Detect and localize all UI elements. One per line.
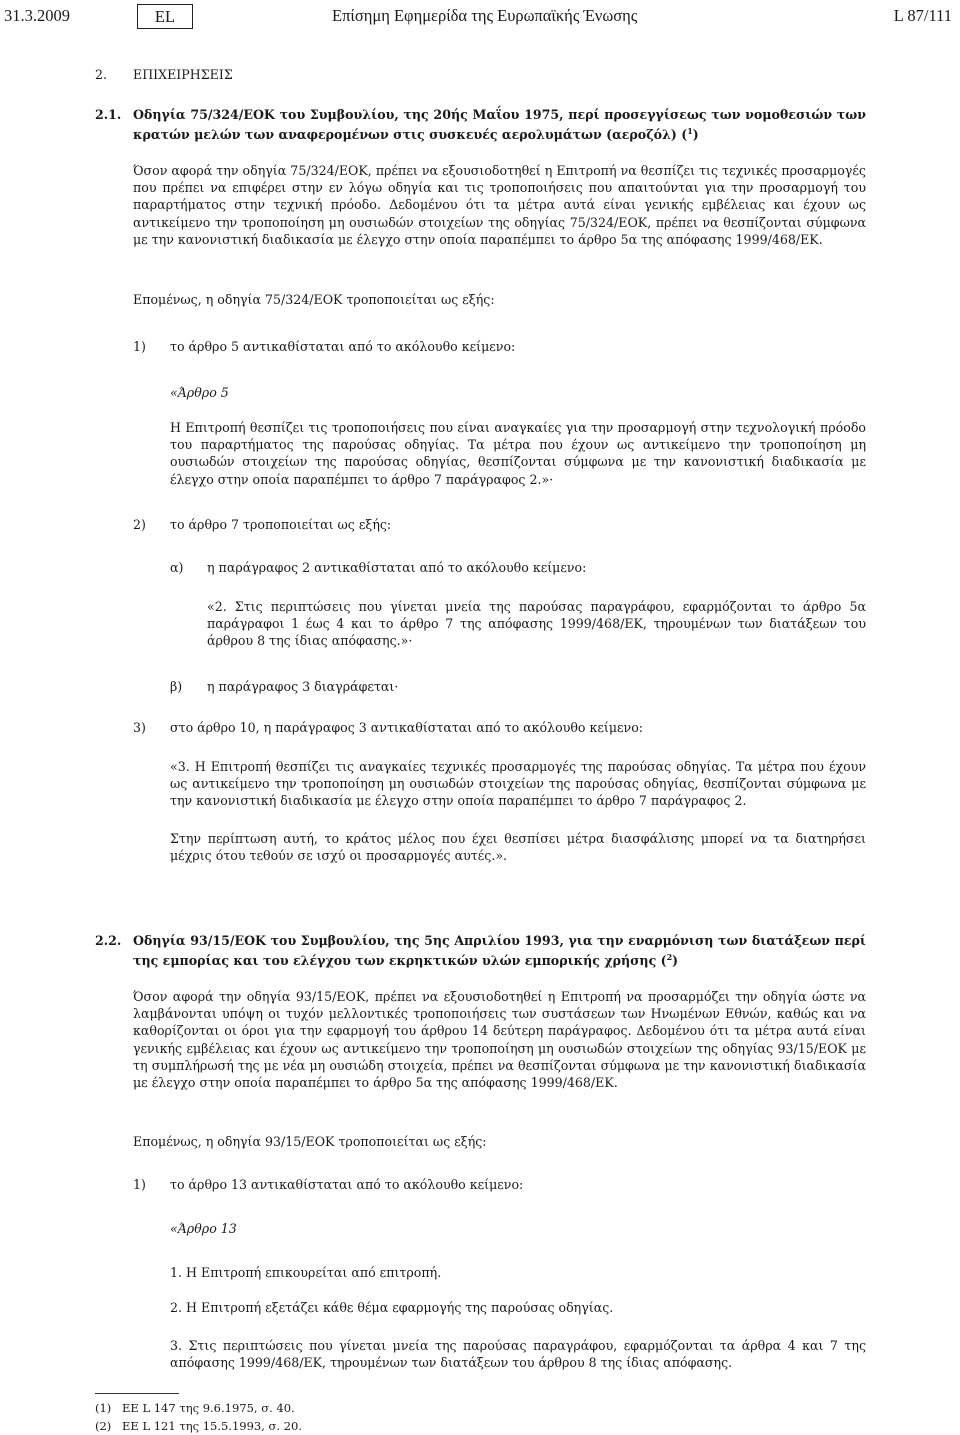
article-title: «Άρθρο 5 (170, 385, 229, 400)
journal-title: Επίσημη Εφημερίδα της Ευρωπαϊκής Ένωσης (332, 6, 638, 25)
paragraph: Επομένως, η οδηγία 75/324/ΕΟΚ τροποποιείται ως εξής: (133, 292, 495, 307)
article-paragraph: 2. Η Επιτροπή εξετάζει κάθε θέμα εφαρμογής της παρούσας οδηγίας. (170, 1300, 614, 1315)
footnote-divider (95, 1393, 179, 1394)
quoted-paragraph: «3. Η Επιτροπή θεσπίζει τις αναγκαίες τεχνικές προσαρμογές της παρούσας οδηγίας. Τα μέτρα που έχουν ως αντικείμενο την τροποποίηση μη ουσιωδών στοιχείων της παρούσας οδηγίας, θεσπίζονται σύμφωνα με την κανονιστική διαδικασία με έλεγχο στην οποία παραπέμπει το άρθρο 7 παράγραφος 2. (170, 759, 866, 809)
item-number: 1) (133, 339, 146, 354)
paragraph: Όσον αφορά την οδηγία 75/324/ΕΟΚ, πρέπει να εξουσιοδοτηθεί η Επιτροπή να θεσπίζει τις τεχνικές προσαρμογές που πρέπει να επιφέρει στην εν λόγω οδηγία και τις τροποποιήσεις που απαιτούνται για την προσαρμογή του παραρτήματος στην τεχνική πρόοδο. Δεδομένου ότι τα μέτρα αυτά είναι γενικής εμβέλειας και έχουν ως αντικείμενο την τροποποίηση μη ουσιωδών στοιχείων της οδηγίας 75/324/ΕΟΚ, πρέπει να θεσπίζονται σύμφωνα με την κανονιστική διαδικασία με έλεγχο στην οποία παραπέμπει το άρθρο 5α της απόφασης 1999/468/ΕΚ. (133, 163, 866, 247)
paragraph: Επομένως, η οδηγία 93/15/ΕΟΚ τροποποιείται ως εξής: (133, 1134, 487, 1149)
footnote-ref: 1 (687, 126, 693, 137)
subitem-letter: β) (170, 679, 183, 694)
article-paragraph: 1. Η Επιτροπή επικουρείται από επιτροπή. (170, 1265, 442, 1280)
article-paragraph: 3. Στις περιπτώσεις που γίνεται μνεία της παρούσας παραγράφου, εφαρμόζονται τα άρθρα 4 και 7 της απόφασης 1999/468/ΕΚ, τηρουμένων των διατάξεων του άρθρου 8 της ίδιας απόφασης. (170, 1338, 866, 1371)
item-number: 1) (133, 1177, 146, 1192)
quoted-article: Η Επιτροπή θεσπίζει τις τροποποιήσεις που είναι αναγκαίες για την προσαρμογή στην τεχνολογική πρόοδο του παραρτήματος της παρούσας οδηγίας. Τα μέτρα που έχουν ως αντικείμενο την τροποποίηση μη ουσιωδών στοιχείων της παρούσας οδηγίας, θεσπίζονται σύμφωνα με την κανονιστική διαδικασία με έλεγχο στην οποία παραπέμπει το άρθρο 7 παράγραφος 2.»· (170, 420, 866, 487)
item-text: το άρθρο 7 τροποποιείται ως εξής: (170, 517, 392, 532)
subsection-heading: Οδηγία 75/324/ΕΟΚ του Συμβουλίου, της 20ής Μαΐου 1975, περί προσεγγίσεως των νομοθεσιών των κρατών μελών των αναφερομένων στις συσκευές αερολυμάτων (αεροζόλ) ($^1$) (133, 107, 866, 143)
subsection-number: 2.2. (95, 933, 122, 948)
language-box: EL (137, 4, 193, 29)
publication-date: 31.3.2009 (4, 6, 70, 25)
item-text: στο άρθρο 10, η παράγραφος 3 αντικαθίσταται από το ακόλουθο κείμενο: (170, 720, 644, 735)
subsection-number: 2.1. (95, 107, 122, 122)
footnote-mark: (2) (95, 1419, 112, 1433)
quoted-paragraph: Στην περίπτωση αυτή, το κράτος μέλος που έχει θεσπίσει μέτρα διασφάλισης μπορεί να τα διατηρήσει μέχρις ότου τεθούν σε ισχύ οι προσαρμογές αυτές.». (170, 831, 866, 864)
footnote-text: ΕΕ L 121 της 15.5.1993, σ. 20. (122, 1419, 302, 1433)
subsection-heading: Οδηγία 93/15/ΕΟΚ του Συμβουλίου, της 5ης Απριλίου 1993, για την εναρμόνιση των διατάξεων περί της εμπορίας και του ελέγχου των εκρηκτικών υλών εμπορικής χρήσης ($^2$) (133, 933, 866, 969)
subitem-text: η παράγραφος 2 αντικαθίσταται από το ακόλουθο κείμενο: (207, 560, 587, 575)
paragraph: Όσον αφορά την οδηγία 93/15/ΕΟΚ, πρέπει να εξουσιοδοτηθεί η Επιτροπή να προσαρμόζει την οδηγία ώστε να λαμβάνονται υπόψη οι τυχόν μελλοντικές τροποποιήσεις των συστάσεων των Ηνωμένων Εθνών, καθώς και να καθορίζονται οι όροι για την εφαρμογή του άρθρου 14 δεύτερη παράγραφος. Δεδομένου ότι τα μέτρα αυτά είναι γενικής εμβέλειας και έχουν ως αντικείμενο την τροποποίηση μη ουσιωδών στοιχείων της οδηγίας 93/15/ΕΟΚ με τη συμπλήρωσή της με νέα μη ουσιώδη στοιχεία, πρέπει να θεσπίζονται σύμφωνα με την κανονιστική διαδικασία με έλεγχο στην οποία παραπέμπει το άρθρο 5α της απόφασης 1999/468/ΕΚ. (133, 989, 866, 1091)
footnote-mark: (1) (95, 1401, 112, 1415)
footnote-text: ΕΕ L 147 της 9.6.1975, σ. 40. (122, 1401, 295, 1415)
item-number: 3) (133, 720, 146, 735)
subitem-text: η παράγραφος 3 διαγράφεται· (207, 679, 399, 694)
footnote-ref: 2 (666, 952, 673, 963)
section-number: 2. (95, 67, 108, 82)
subitem-letter: α) (170, 560, 184, 575)
item-text: το άρθρο 13 αντικαθίσταται από το ακόλουθο κείμενο: (170, 1177, 524, 1192)
section-title: ΕΠΙΧΕΙΡΗΣΕΙΣ (133, 67, 233, 82)
item-number: 2) (133, 517, 146, 532)
quoted-paragraph: «2. Στις περιπτώσεις που γίνεται μνεία της παρούσας παραγράφου, εφαρμόζονται το άρθρο 5α παράγραφοι 1 έως 4 και το άρθρο 7 της απόφασης 1999/468/ΕΚ, τηρουμένων των διατάξεων του άρθρου 8 της ίδιας απόφασης.»· (207, 599, 866, 649)
page-reference: L 87/111 (893, 6, 952, 25)
item-text: το άρθρο 5 αντικαθίσταται από το ακόλουθο κείμενο: (170, 339, 516, 354)
article-title: «Άρθρο 13 (170, 1221, 237, 1236)
